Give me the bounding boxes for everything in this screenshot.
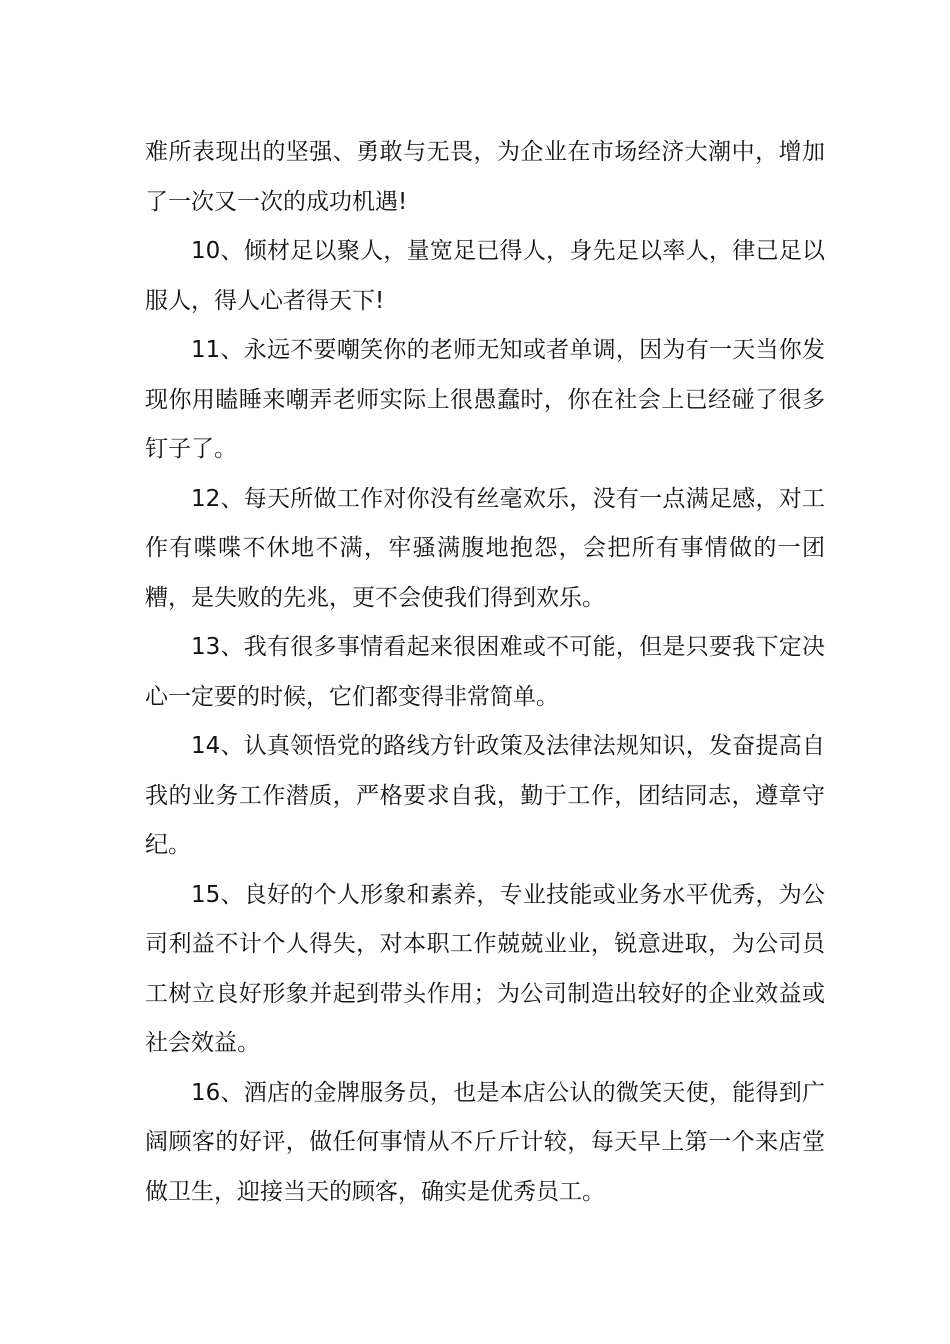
- paragraph-item-13: 13、我有很多事情看起来很困难或不可能，但是只要我下定决心一定要的时候，它们都变得非常简单。: [145, 634, 825, 710]
- paragraph-item-10: 10、倾材足以聚人，量宽足已得人，身先足以率人，律己足以服人，得人心者得天下!: [145, 238, 825, 314]
- paragraph-item-15: 15、良好的个人形象和素养，专业技能或业务水平优秀，为公司利益不计个人得失，对本职工作兢兢业业，锐意进取，为公司员工树立良好形象并起到带头作用；为公司制造出较好的企业效益或社会效益。: [145, 881, 825, 1056]
- paragraph-item-11: 11、永远不要嘲笑你的老师无知或者单调，因为有一天当你发现你用瞌睡来嘲弄老师实际上很愚蠢时，你在社会上已经碰了很多钉子了。: [145, 337, 825, 462]
- paragraph-item-12: 12、每天所做工作对你没有丝毫欢乐，没有一点满足感，对工作有喋喋不休地不满，牢骚满腹地抱怨，会把所有事情做的一团糟，是失败的先兆，更不会使我们得到欢乐。: [145, 485, 825, 611]
- paragraph-item-14: 14、认真领悟党的路线方针政策及法律法规知识，发奋提高自我的业务工作潜质，严格要求自我，勤于工作，团结同志，遵章守纪。: [145, 733, 825, 858]
- paragraph-continuation: 难所表现出的坚强、勇敢与无畏，为企业在市场经济大潮中，增加了一次又一次的成功机遇!: [145, 139, 825, 215]
- document-body: [145, 128, 825, 1217]
- paragraph-item-16: 16、酒店的金牌服务员，也是本店公认的微笑天使，能得到广阔顾客的好评，做任何事情从不斤斤计较，每天早上第一个来店堂做卫生，迎接当天的顾客，确实是优秀员工。: [145, 1079, 825, 1205]
